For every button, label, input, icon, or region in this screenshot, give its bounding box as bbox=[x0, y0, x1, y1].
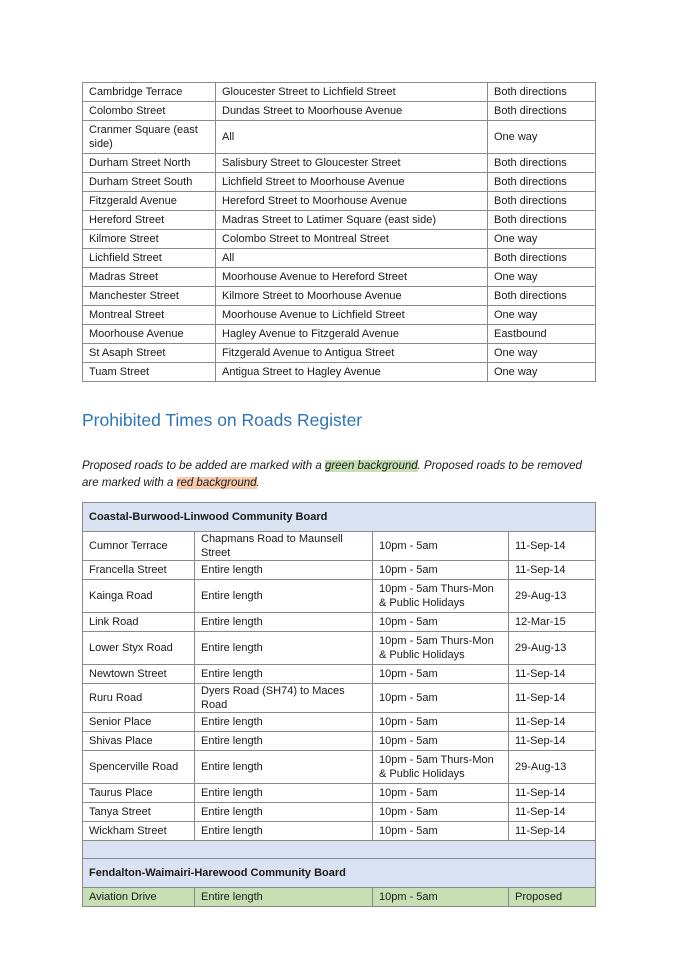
road-name-cell: Montreal Street bbox=[83, 306, 216, 325]
community-board-name: Fendalton-Waimairi-Harewood Community Board bbox=[83, 859, 596, 888]
road-name-cell: Spencerville Road bbox=[83, 751, 195, 784]
road-name-cell: Shivas Place bbox=[83, 732, 195, 751]
road-extent-cell: All bbox=[216, 121, 488, 154]
direction-cell: One way bbox=[488, 121, 596, 154]
prohibited-time-cell: 10pm - 5am Thurs-Mon & Public Holidays bbox=[373, 751, 509, 784]
road-extent-cell: Salisbury Street to Gloucester Street bbox=[216, 154, 488, 173]
table-row bbox=[83, 249, 596, 268]
direction-cell: One way bbox=[488, 230, 596, 249]
road-name-cell: Cranmer Square (east side) bbox=[83, 121, 216, 154]
date-cell: 11-Sep-14 bbox=[509, 732, 596, 751]
direction-cell: Both directions bbox=[488, 287, 596, 306]
road-name-cell: Tuam Street bbox=[83, 363, 216, 382]
date-cell: 11-Sep-14 bbox=[509, 713, 596, 732]
road-extent-cell: Entire length bbox=[195, 632, 373, 665]
road-name-cell: Kainga Road bbox=[83, 580, 195, 613]
road-extent-cell: Antigua Street to Hagley Avenue bbox=[216, 363, 488, 382]
note-text: Proposed roads to be added are marked with a bbox=[82, 460, 325, 472]
prohibited-time-cell: 10pm - 5am bbox=[373, 613, 509, 632]
road-extent-cell: Entire length bbox=[195, 822, 373, 841]
road-extent-cell: Moorhouse Avenue to Hereford Street bbox=[216, 268, 488, 287]
road-extent-cell: Entire length bbox=[195, 888, 373, 907]
prohibited-times-table bbox=[82, 502, 596, 907]
community-board-name: Coastal-Burwood-Linwood Community Board bbox=[83, 503, 596, 532]
road-name-cell: Lower Styx Road bbox=[83, 632, 195, 665]
road-extent-cell: Entire length bbox=[195, 713, 373, 732]
date-cell: 11-Sep-14 bbox=[509, 561, 596, 580]
table-row bbox=[83, 684, 596, 713]
road-extent-cell: Entire length bbox=[195, 613, 373, 632]
road-name-cell: Madras Street bbox=[83, 268, 216, 287]
road-name-cell: Francella Street bbox=[83, 561, 195, 580]
table-row bbox=[83, 822, 596, 841]
road-name-cell: Durham Street North bbox=[83, 154, 216, 173]
road-extent-cell: Entire length bbox=[195, 580, 373, 613]
date-cell: 11-Sep-14 bbox=[509, 665, 596, 684]
road-extent-cell: All bbox=[216, 249, 488, 268]
road-extent-cell: Entire length bbox=[195, 751, 373, 784]
road-extent-cell: Dundas Street to Moorhouse Avenue bbox=[216, 102, 488, 121]
table-row bbox=[83, 632, 596, 665]
date-cell: 29-Aug-13 bbox=[509, 632, 596, 665]
direction-cell: One way bbox=[488, 306, 596, 325]
road-extent-cell: Madras Street to Latimer Square (east side) bbox=[216, 211, 488, 230]
table-row bbox=[83, 268, 596, 287]
note-text: . bbox=[256, 477, 260, 489]
road-name-cell: Taurus Place bbox=[83, 784, 195, 803]
table-row bbox=[83, 732, 596, 751]
section-heading: Prohibited Times on Roads Register bbox=[82, 410, 363, 430]
road-name-cell: Fitzgerald Avenue bbox=[83, 192, 216, 211]
spacer-cell bbox=[83, 841, 596, 859]
legend-note bbox=[82, 458, 595, 492]
prohibited-time-cell: 10pm - 5am bbox=[373, 822, 509, 841]
date-cell: 29-Aug-13 bbox=[509, 580, 596, 613]
road-name-cell: Colombo Street bbox=[83, 102, 216, 121]
table-row bbox=[83, 532, 596, 561]
road-name-cell: Wickham Street bbox=[83, 822, 195, 841]
prohibited-time-cell: 10pm - 5am Thurs-Mon & Public Holidays bbox=[373, 580, 509, 613]
direction-cell: One way bbox=[488, 363, 596, 382]
table-row bbox=[83, 713, 596, 732]
road-name-cell: Moorhouse Avenue bbox=[83, 325, 216, 344]
table-row bbox=[83, 230, 596, 249]
table-row bbox=[83, 83, 596, 102]
road-name-cell: Durham Street South bbox=[83, 173, 216, 192]
prohibited-time-cell: 10pm - 5am bbox=[373, 888, 509, 907]
date-cell: 12-Mar-15 bbox=[509, 613, 596, 632]
prohibited-time-cell: 10pm - 5am bbox=[373, 784, 509, 803]
direction-cell: Both directions bbox=[488, 83, 596, 102]
table-row bbox=[83, 121, 596, 154]
road-extent-cell: Gloucester Street to Lichfield Street bbox=[216, 83, 488, 102]
direction-cell: Both directions bbox=[488, 192, 596, 211]
road-extent-cell: Entire length bbox=[195, 803, 373, 822]
spacer-row bbox=[83, 841, 596, 859]
road-name-cell: Senior Place bbox=[83, 713, 195, 732]
green-highlight-text: green background bbox=[324, 460, 418, 472]
prohibited-time-cell: 10pm - 5am bbox=[373, 561, 509, 580]
table-row bbox=[83, 580, 596, 613]
table-row bbox=[83, 211, 596, 230]
date-cell: 11-Sep-14 bbox=[509, 784, 596, 803]
table-row bbox=[83, 363, 596, 382]
road-extent-cell: Entire length bbox=[195, 732, 373, 751]
road-extent-cell: Moorhouse Avenue to Lichfield Street bbox=[216, 306, 488, 325]
direction-cell: Eastbound bbox=[488, 325, 596, 344]
table-row bbox=[83, 192, 596, 211]
prohibited-time-cell: 10pm - 5am bbox=[373, 732, 509, 751]
road-name-cell: Manchester Street bbox=[83, 287, 216, 306]
table-row bbox=[83, 154, 596, 173]
road-extent-cell: Colombo Street to Montreal Street bbox=[216, 230, 488, 249]
road-name-cell: Ruru Road bbox=[83, 684, 195, 713]
table-row bbox=[83, 173, 596, 192]
road-extent-cell: Hereford Street to Moorhouse Avenue bbox=[216, 192, 488, 211]
date-cell: 11-Sep-14 bbox=[509, 803, 596, 822]
prohibited-time-cell: 10pm - 5am bbox=[373, 665, 509, 684]
table-row bbox=[83, 344, 596, 363]
direction-cell: Both directions bbox=[488, 211, 596, 230]
table-row bbox=[83, 665, 596, 684]
prohibited-time-cell: 10pm - 5am Thurs-Mon & Public Holidays bbox=[373, 632, 509, 665]
table-row bbox=[83, 613, 596, 632]
road-name-cell: Aviation Drive bbox=[83, 888, 195, 907]
road-name-cell: Tanya Street bbox=[83, 803, 195, 822]
table-row bbox=[83, 784, 596, 803]
road-name-cell: Hereford Street bbox=[83, 211, 216, 230]
community-board-row bbox=[83, 503, 596, 532]
prohibited-time-cell: 10pm - 5am bbox=[373, 684, 509, 713]
road-name-cell: Cambridge Terrace bbox=[83, 83, 216, 102]
proposed-road-row bbox=[83, 888, 596, 907]
table-row bbox=[83, 102, 596, 121]
road-name-cell: Lichfield Street bbox=[83, 249, 216, 268]
road-name-cell: Kilmore Street bbox=[83, 230, 216, 249]
direction-cell: One way bbox=[488, 344, 596, 363]
date-cell: Proposed bbox=[509, 888, 596, 907]
road-extent-cell: Dyers Road (SH74) to Maces Road bbox=[195, 684, 373, 713]
road-extent-cell: Entire length bbox=[195, 665, 373, 684]
road-name-cell: St Asaph Street bbox=[83, 344, 216, 363]
date-cell: 29-Aug-13 bbox=[509, 751, 596, 784]
prohibited-time-cell: 10pm - 5am bbox=[373, 803, 509, 822]
road-extent-cell: Kilmore Street to Moorhouse Avenue bbox=[216, 287, 488, 306]
road-name-cell: Link Road bbox=[83, 613, 195, 632]
table-row bbox=[83, 561, 596, 580]
table-row bbox=[83, 306, 596, 325]
direction-cell: Both directions bbox=[488, 154, 596, 173]
table-row bbox=[83, 751, 596, 784]
road-name-cell: Cumnor Terrace bbox=[83, 532, 195, 561]
road-extent-cell: Entire length bbox=[195, 784, 373, 803]
table-row bbox=[83, 287, 596, 306]
road-name-cell: Newtown Street bbox=[83, 665, 195, 684]
direction-cell: Both directions bbox=[488, 249, 596, 268]
direction-cell: Both directions bbox=[488, 173, 596, 192]
community-board-row bbox=[83, 859, 596, 888]
date-cell: 11-Sep-14 bbox=[509, 532, 596, 561]
prohibited-time-cell: 10pm - 5am bbox=[373, 532, 509, 561]
road-extent-cell: Fitzgerald Avenue to Antigua Street bbox=[216, 344, 488, 363]
direction-cell: One way bbox=[488, 268, 596, 287]
road-direction-table bbox=[82, 82, 596, 382]
road-extent-cell: Entire length bbox=[195, 561, 373, 580]
table-row bbox=[83, 325, 596, 344]
road-extent-cell: Lichfield Street to Moorhouse Avenue bbox=[216, 173, 488, 192]
date-cell: 11-Sep-14 bbox=[509, 684, 596, 713]
direction-cell: Both directions bbox=[488, 102, 596, 121]
road-extent-cell: Hagley Avenue to Fitzgerald Avenue bbox=[216, 325, 488, 344]
road-extent-cell: Chapmans Road to Maunsell Street bbox=[195, 532, 373, 561]
red-highlight-text: red background bbox=[176, 477, 257, 489]
note-text: . Proposed roads to be removed are marked with a bbox=[82, 460, 582, 489]
prohibited-time-cell: 10pm - 5am bbox=[373, 713, 509, 732]
table-row bbox=[83, 803, 596, 822]
date-cell: 11-Sep-14 bbox=[509, 822, 596, 841]
